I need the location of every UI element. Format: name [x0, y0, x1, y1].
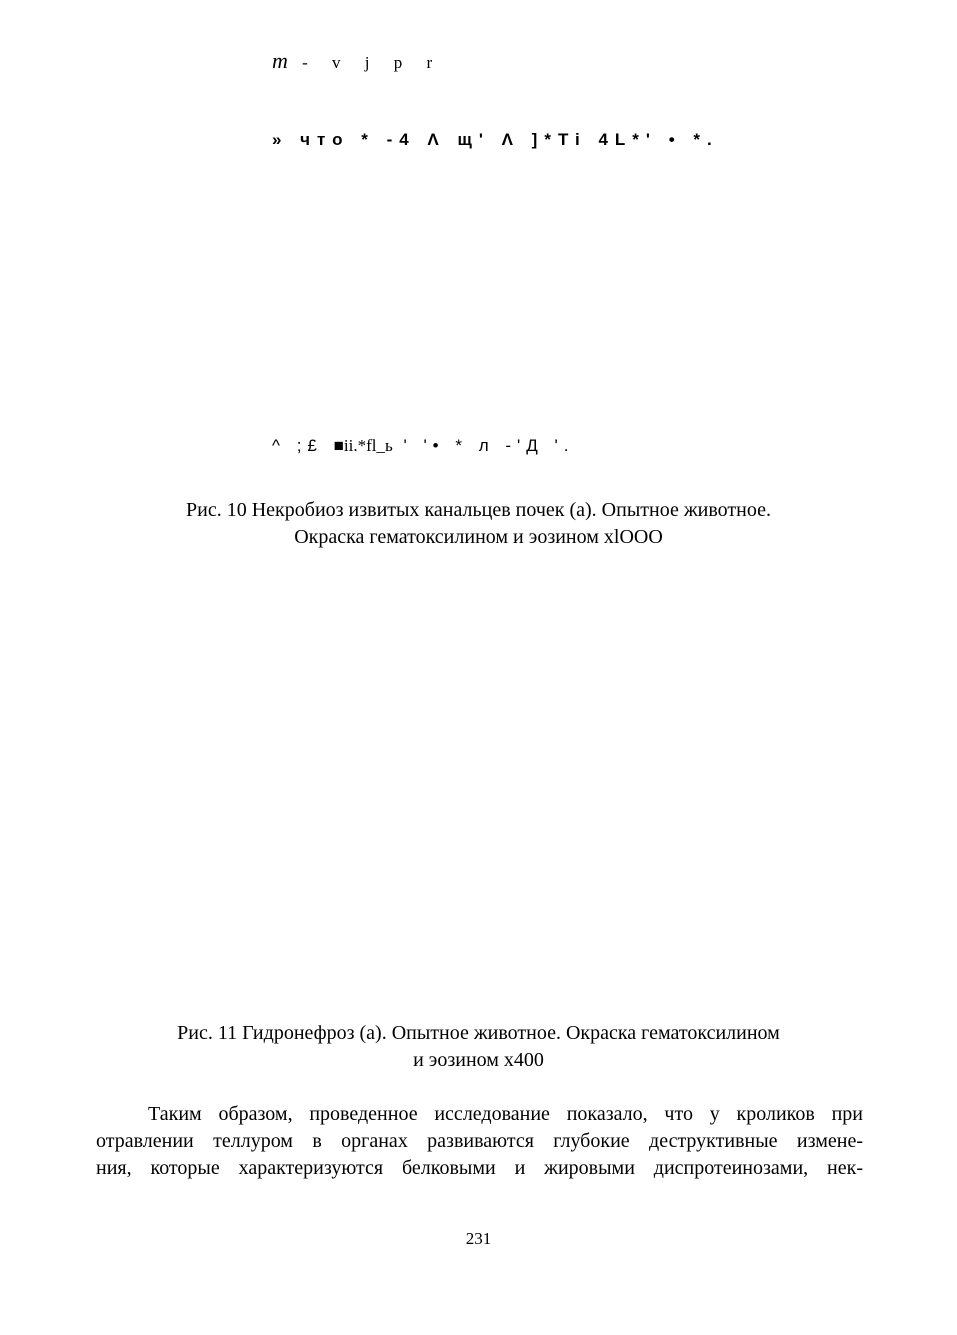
ocr-artifact-line-1 [272, 48, 442, 74]
figure-10-caption-line-2: Окраска гематоксилином и эозином xlOOO [294, 526, 663, 548]
figure-11-caption [0, 1020, 957, 1074]
figure-10-caption [0, 497, 957, 551]
ocr-artifact-text: - v j p r [302, 53, 443, 72]
body-paragraph [96, 1101, 863, 1182]
body-text-line: отравлении теллуром в органах развиваются глубокие деструктивные измене- [96, 1130, 863, 1152]
page-number: 231 [465, 1229, 492, 1248]
ocr-artifact-line-3 [272, 436, 574, 456]
ocr-artifact-line-2: » что * -4 Λ щ' Λ ]*Ti 4L*' • *. [272, 130, 719, 149]
body-text-line: Таким образом, проведенное исследование показало, что у кроликов при [148, 1103, 863, 1125]
ocr-artifact-glyph: m [272, 48, 288, 73]
figure-11-caption-line-1: Рис. 11 Гидронефроз (а). Опытное животное. Окраска гематоксилином [177, 1022, 780, 1044]
ocr-artifact-text: ' '• * л -'Д '. [403, 436, 575, 455]
ocr-artifact-text: ^ ;£ [272, 436, 323, 455]
ocr-artifact-text: ■ii.*fl_ь [333, 436, 393, 455]
body-text-line: ния, которые характеризуются белковыми и жировыми диспротеинозами, нек- [96, 1157, 863, 1179]
figure-11-caption-line-2: и эозином x400 [413, 1049, 544, 1071]
figure-10-caption-line-1: Рис. 10 Некробиоз извитых канальцев почек (а). Опытное животное. [186, 499, 771, 521]
